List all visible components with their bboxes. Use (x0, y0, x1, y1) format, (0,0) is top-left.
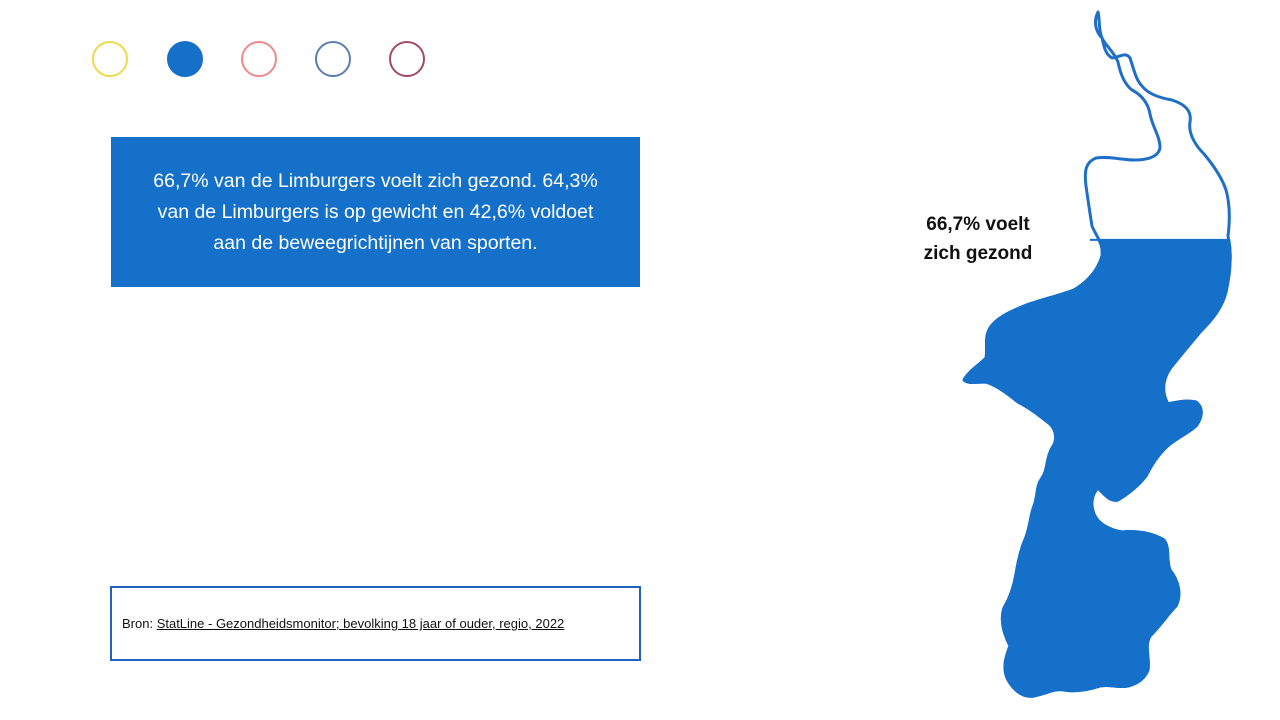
summary-line-2: van de Limburgers is op gewicht en 42,6% voldoet (157, 200, 594, 223)
source-link[interactable]: StatLine - Gezondheidsmonitor; bevolking 18 jaar of ouder, regio, 2022 (156, 616, 565, 631)
map-label-line-2: zich gezond (923, 243, 1033, 264)
map-label-line-1: 66,7% voelt (926, 214, 1030, 235)
summary-line-3: aan de beweegrichtijnen van sporten. (213, 231, 538, 254)
summary-line-1: 66,7% van de Limburgers voelt zich gezond. 64,3% (153, 169, 598, 192)
source-prefix: Bron: (122, 616, 157, 631)
